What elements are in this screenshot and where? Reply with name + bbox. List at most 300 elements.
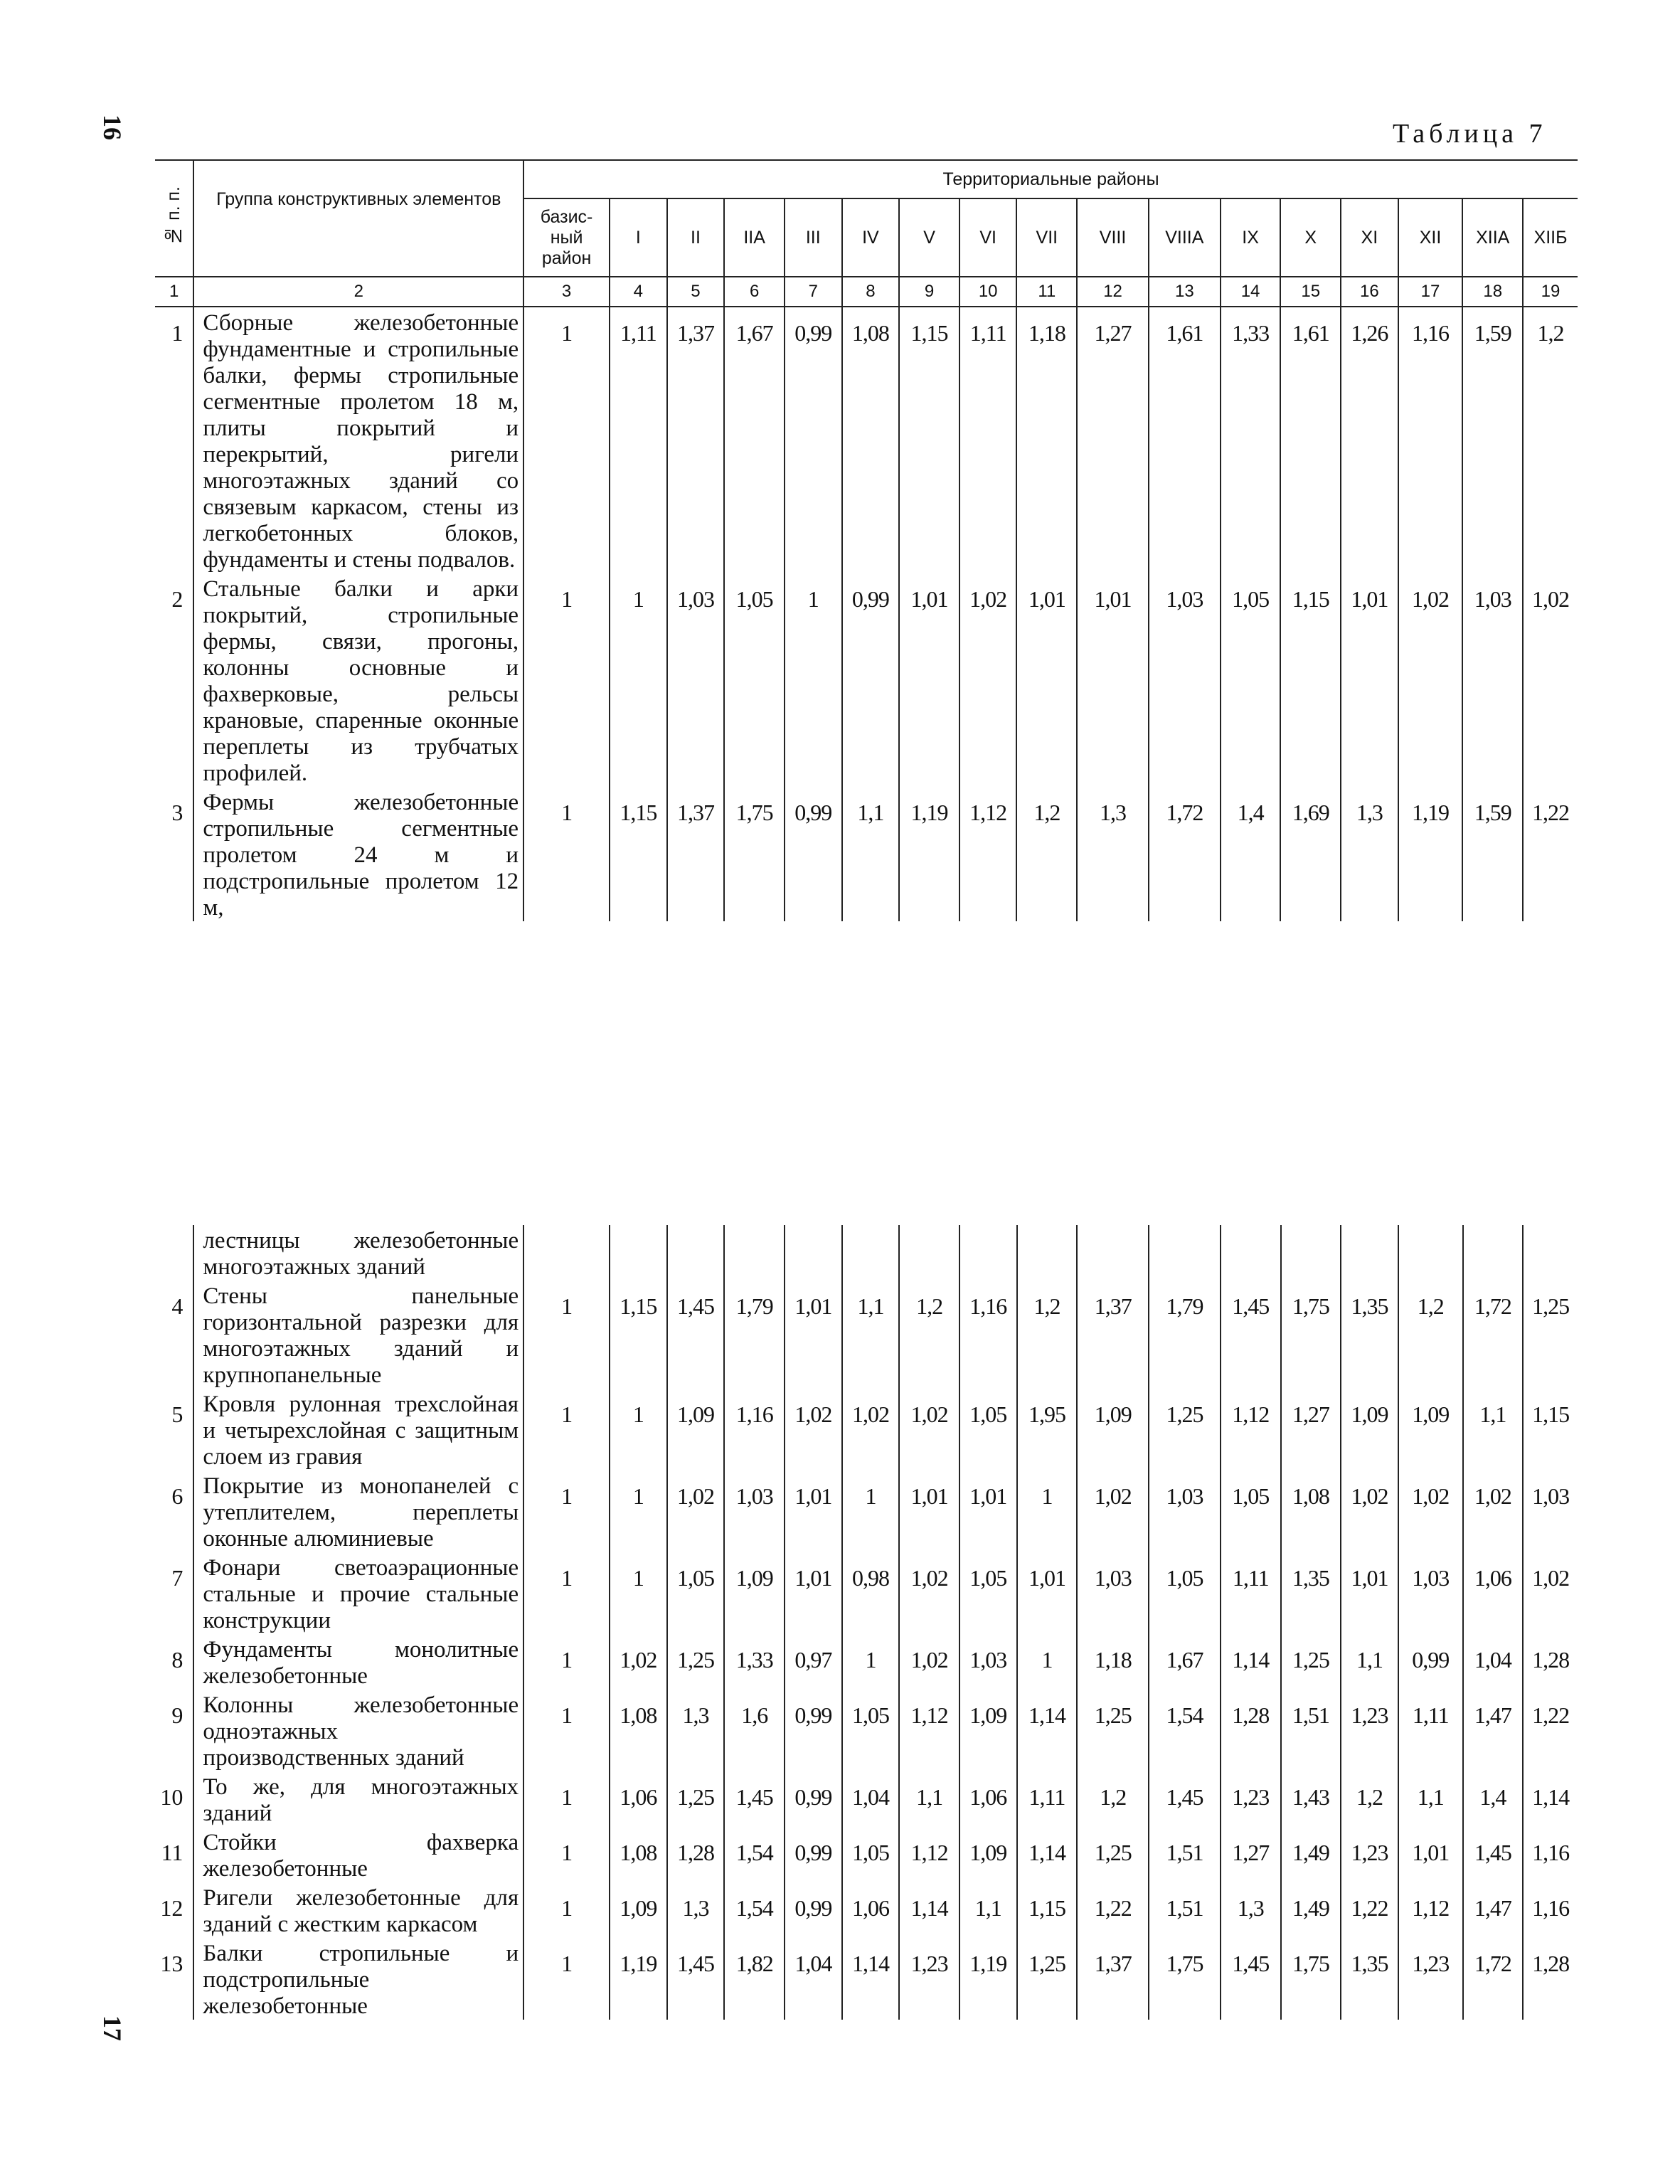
region-coefficient: 1,35 bbox=[1281, 1552, 1341, 1634]
element-group-description: Ригели железобетонные для зданий с жестким каркасом bbox=[193, 1882, 523, 1938]
region-coefficient bbox=[959, 1225, 1017, 1281]
base-region-value: 1 bbox=[523, 1938, 610, 2020]
region-coefficient bbox=[1281, 1225, 1341, 1281]
base-region-value: 1 bbox=[523, 1281, 610, 1389]
region-header: V bbox=[899, 198, 959, 277]
region-coefficient: 1,18 bbox=[1016, 307, 1077, 573]
region-coefficient bbox=[1017, 1225, 1078, 1281]
region-coefficient: 1,14 bbox=[842, 1938, 900, 2020]
region-coefficient: 1,08 bbox=[842, 307, 900, 573]
column-number: 12 bbox=[1077, 277, 1149, 307]
base-region-value bbox=[523, 1225, 610, 1281]
region-coefficient: 1,05 bbox=[724, 573, 785, 787]
region-header: XIIА bbox=[1462, 198, 1523, 277]
region-coefficient: 1,45 bbox=[724, 1771, 785, 1827]
region-coefficient bbox=[1523, 1225, 1578, 1281]
table-row bbox=[155, 1827, 1578, 1882]
region-header: II bbox=[667, 198, 725, 277]
region-coefficient: 1,08 bbox=[610, 1690, 667, 1771]
region-coefficient: 1 bbox=[1017, 1470, 1078, 1552]
region-coefficient: 1,33 bbox=[724, 1634, 785, 1690]
region-coefficient bbox=[610, 1225, 667, 1281]
region-coefficient: 0,99 bbox=[785, 1827, 842, 1882]
base-region-value: 1 bbox=[523, 1882, 610, 1938]
region-coefficient: 1,12 bbox=[1398, 1882, 1463, 1938]
base-region-value: 1 bbox=[523, 1389, 610, 1470]
region-coefficient: 1,02 bbox=[1077, 1470, 1149, 1552]
region-coefficient: 1,02 bbox=[1523, 573, 1578, 787]
region-coefficient: 1,09 bbox=[1398, 1389, 1463, 1470]
table-row bbox=[155, 787, 1578, 921]
region-coefficient: 1 bbox=[610, 573, 667, 787]
row-number: 2 bbox=[171, 586, 184, 612]
column-number: 14 bbox=[1221, 277, 1281, 307]
region-coefficient: 1,1 bbox=[1463, 1389, 1524, 1470]
region-coefficient: 1,15 bbox=[1017, 1882, 1078, 1938]
region-coefficient: 1,12 bbox=[959, 787, 1017, 921]
region-coefficient: 1,02 bbox=[1463, 1470, 1524, 1552]
region-coefficient: 0,97 bbox=[785, 1634, 842, 1690]
region-coefficient: 1,05 bbox=[1221, 573, 1281, 787]
region-coefficient: 1,95 bbox=[1017, 1389, 1078, 1470]
region-coefficient: 1,75 bbox=[1281, 1281, 1341, 1389]
column-number: 6 bbox=[724, 277, 785, 307]
column-number: 7 bbox=[785, 277, 842, 307]
column-number: 11 bbox=[1016, 277, 1077, 307]
column-number: 1 bbox=[169, 282, 179, 301]
region-coefficient: 1,06 bbox=[610, 1771, 667, 1827]
column-number: 13 bbox=[1149, 277, 1221, 307]
element-group-description: Стойки фахверка железобетонные bbox=[193, 1827, 523, 1882]
region-coefficient: 1 bbox=[1017, 1634, 1078, 1690]
region-coefficient: 1,75 bbox=[1149, 1938, 1221, 2020]
column-number: 4 bbox=[610, 277, 667, 307]
region-coefficient: 1,75 bbox=[724, 787, 785, 921]
region-coefficient: 1,01 bbox=[899, 573, 959, 787]
region-coefficient: 1,16 bbox=[1523, 1827, 1578, 1882]
region-coefficient: 1,03 bbox=[1523, 1470, 1578, 1552]
table-row bbox=[155, 307, 1578, 573]
region-coefficient: 1,14 bbox=[1523, 1771, 1578, 1827]
element-group-description: Стены панельные горизонтальной разрезки для многоэтажных зданий и крупнопанельные bbox=[193, 1281, 523, 1389]
region-coefficient: 1,12 bbox=[899, 1827, 959, 1882]
column-number: 15 bbox=[1280, 277, 1341, 307]
region-coefficient: 1,01 bbox=[785, 1552, 842, 1634]
region-coefficient: 1,01 bbox=[1016, 573, 1077, 787]
region-coefficient: 0,99 bbox=[842, 573, 900, 787]
element-group-description: Фонари светоаэрационные стальные и прочие стальные конструкции bbox=[193, 1552, 523, 1634]
region-coefficient: 1,08 bbox=[1281, 1470, 1341, 1552]
region-coefficient: 1,05 bbox=[667, 1552, 725, 1634]
region-coefficient: 1,3 bbox=[667, 1690, 725, 1771]
region-coefficient: 1,61 bbox=[1280, 307, 1341, 573]
region-coefficient: 1,69 bbox=[1280, 787, 1341, 921]
row-number: 1 bbox=[171, 320, 184, 346]
region-coefficient: 1,51 bbox=[1281, 1690, 1341, 1771]
region-coefficient: 1,22 bbox=[1077, 1882, 1149, 1938]
region-coefficient: 1,09 bbox=[610, 1882, 667, 1938]
region-coefficient: 1,03 bbox=[1398, 1552, 1463, 1634]
region-coefficient: 1,09 bbox=[959, 1827, 1017, 1882]
column-number: 5 bbox=[667, 277, 725, 307]
region-coefficient: 1,01 bbox=[1077, 573, 1149, 787]
region-coefficient: 1,43 bbox=[1281, 1771, 1341, 1827]
header-num: № п. п. bbox=[155, 160, 193, 277]
region-coefficient: 1,28 bbox=[1523, 1938, 1578, 2020]
column-number: 18 bbox=[1462, 277, 1523, 307]
region-coefficient: 0,99 bbox=[1398, 1634, 1463, 1690]
region-coefficient bbox=[1221, 1225, 1281, 1281]
region-coefficient: 1,67 bbox=[724, 307, 785, 573]
region-coefficient: 1,02 bbox=[1341, 1470, 1398, 1552]
element-group-description: Кровля рулонная трехслойная и четырехслойная с защитным слоем из гравия bbox=[193, 1389, 523, 1470]
region-coefficient: 1,04 bbox=[1463, 1634, 1524, 1690]
element-group-description: лестницы железобетонные многоэтажных зданий bbox=[193, 1225, 523, 1281]
base-region-value: 1 bbox=[523, 1552, 610, 1634]
row-number: 4 bbox=[171, 1293, 184, 1319]
region-coefficient: 1 bbox=[842, 1470, 900, 1552]
region-header: X bbox=[1280, 198, 1341, 277]
region-coefficient: 1 bbox=[610, 1389, 667, 1470]
coefficient-table-part2 bbox=[155, 1225, 1578, 2020]
region-coefficient bbox=[842, 1225, 900, 1281]
region-coefficient: 1,09 bbox=[667, 1389, 725, 1470]
region-coefficient: 1,02 bbox=[1523, 1552, 1578, 1634]
region-coefficient: 1,2 bbox=[1077, 1771, 1149, 1827]
region-header: III bbox=[785, 198, 842, 277]
region-coefficient: 1,02 bbox=[899, 1389, 959, 1470]
region-coefficient bbox=[724, 1225, 785, 1281]
base-region-value: 1 bbox=[523, 307, 610, 573]
region-coefficient: 1,02 bbox=[899, 1634, 959, 1690]
column-number: 19 bbox=[1523, 277, 1578, 307]
region-coefficient: 1,02 bbox=[610, 1634, 667, 1690]
region-coefficient: 1,19 bbox=[1398, 787, 1463, 921]
column-number: 16 bbox=[1341, 277, 1398, 307]
column-number: 3 bbox=[523, 277, 610, 307]
region-header: VII bbox=[1016, 198, 1077, 277]
region-coefficient: 1,2 bbox=[899, 1281, 959, 1389]
region-coefficient: 1,1 bbox=[959, 1882, 1017, 1938]
region-coefficient: 1,02 bbox=[667, 1470, 725, 1552]
region-coefficient: 1,23 bbox=[899, 1938, 959, 2020]
region-coefficient: 1,54 bbox=[724, 1827, 785, 1882]
region-coefficient: 1,45 bbox=[667, 1281, 725, 1389]
region-coefficient: 1,2 bbox=[1341, 1771, 1398, 1827]
region-coefficient: 1,15 bbox=[610, 787, 667, 921]
table-row bbox=[155, 573, 1578, 787]
region-coefficient: 0,99 bbox=[785, 1690, 842, 1771]
region-coefficient: 1,25 bbox=[1077, 1690, 1149, 1771]
region-coefficient: 1 bbox=[785, 573, 842, 787]
page-number-bottom: 17 bbox=[98, 2015, 127, 2041]
region-coefficient: 1,01 bbox=[959, 1470, 1017, 1552]
region-coefficient: 1,25 bbox=[1077, 1827, 1149, 1882]
region-coefficient: 1,25 bbox=[667, 1634, 725, 1690]
region-coefficient: 1,03 bbox=[1149, 1470, 1221, 1552]
region-coefficient: 1,25 bbox=[1523, 1281, 1578, 1389]
region-header: IIА bbox=[724, 198, 785, 277]
row-number bbox=[155, 1225, 193, 1281]
region-coefficient: 1,59 bbox=[1462, 307, 1523, 573]
region-coefficient: 1,02 bbox=[899, 1552, 959, 1634]
region-coefficient: 1,79 bbox=[724, 1281, 785, 1389]
region-coefficient: 1,19 bbox=[899, 787, 959, 921]
region-coefficient bbox=[785, 1225, 842, 1281]
region-coefficient bbox=[1463, 1225, 1524, 1281]
region-coefficient: 1,02 bbox=[785, 1389, 842, 1470]
row-number: 8 bbox=[171, 1647, 184, 1673]
region-coefficient: 1,02 bbox=[1398, 573, 1463, 787]
base-region-value: 1 bbox=[523, 787, 610, 921]
region-coefficient bbox=[1398, 1225, 1463, 1281]
region-coefficient: 1,1 bbox=[842, 787, 900, 921]
region-coefficient: 1,03 bbox=[724, 1470, 785, 1552]
element-group-description: Фермы железобетонные стропильные сегментные пролетом 24 м и подстропильные пролетом 12 м, bbox=[193, 787, 523, 921]
row-number: 5 bbox=[171, 1401, 184, 1427]
region-header: IV bbox=[842, 198, 900, 277]
region-coefficient: 1,03 bbox=[1077, 1552, 1149, 1634]
region-coefficient: 1,23 bbox=[1398, 1938, 1463, 2020]
table-row bbox=[155, 1938, 1578, 2020]
region-coefficient: 1,35 bbox=[1341, 1281, 1398, 1389]
header-group: Группа конструктивных элементов bbox=[193, 160, 523, 277]
region-coefficient: 1,02 bbox=[959, 573, 1017, 787]
element-group-description: Балки стропильные и подстропильные железобетонные bbox=[193, 1938, 523, 2020]
region-coefficient: 1,12 bbox=[1221, 1389, 1281, 1470]
region-coefficient: 1,09 bbox=[1077, 1389, 1149, 1470]
region-coefficient: 1,01 bbox=[785, 1470, 842, 1552]
region-coefficient: 1 bbox=[610, 1552, 667, 1634]
header-territorial: Территориальные районы bbox=[523, 160, 1578, 198]
region-header: XIIБ bbox=[1523, 198, 1578, 277]
table-row bbox=[155, 1771, 1578, 1827]
region-coefficient: 1,75 bbox=[1281, 1938, 1341, 2020]
region-coefficient: 1,03 bbox=[667, 573, 725, 787]
region-coefficient: 1,23 bbox=[1221, 1771, 1281, 1827]
base-region-value: 1 bbox=[523, 1470, 610, 1552]
region-coefficient: 1,01 bbox=[785, 1281, 842, 1389]
region-coefficient: 1,11 bbox=[1017, 1771, 1078, 1827]
region-coefficient: 1,16 bbox=[959, 1281, 1017, 1389]
region-coefficient: 1,05 bbox=[959, 1552, 1017, 1634]
region-coefficient: 1,16 bbox=[1523, 1882, 1578, 1938]
region-coefficient: 0,99 bbox=[785, 1771, 842, 1827]
region-coefficient: 1,01 bbox=[1341, 573, 1398, 787]
region-coefficient: 1,61 bbox=[1149, 307, 1221, 573]
region-coefficient: 1,72 bbox=[1463, 1938, 1524, 2020]
region-coefficient: 1,27 bbox=[1221, 1827, 1281, 1882]
table-caption: Таблица 7 bbox=[1393, 119, 1547, 149]
region-coefficient: 1,51 bbox=[1149, 1882, 1221, 1938]
region-coefficient: 1,06 bbox=[959, 1771, 1017, 1827]
region-coefficient: 1,4 bbox=[1463, 1771, 1524, 1827]
row-number: 11 bbox=[161, 1840, 184, 1865]
table-row bbox=[155, 1389, 1578, 1470]
table-row bbox=[155, 1882, 1578, 1938]
element-group-description: То же, для многоэтажных зданий bbox=[193, 1771, 523, 1827]
region-coefficient: 1,11 bbox=[610, 307, 667, 573]
region-coefficient: 1,45 bbox=[1149, 1771, 1221, 1827]
region-coefficient: 1,4 bbox=[1221, 787, 1281, 921]
region-coefficient: 1,14 bbox=[1221, 1634, 1281, 1690]
region-coefficient: 1,09 bbox=[724, 1552, 785, 1634]
base-region-value: 1 bbox=[523, 1690, 610, 1771]
region-coefficient bbox=[1341, 1225, 1398, 1281]
region-coefficient: 1,04 bbox=[785, 1938, 842, 2020]
row-number: 7 bbox=[171, 1565, 184, 1591]
base-region-value: 1 bbox=[523, 1827, 610, 1882]
base-region-value: 1 bbox=[523, 573, 610, 787]
region-coefficient: 1,25 bbox=[1149, 1389, 1221, 1470]
region-coefficient: 1,06 bbox=[1463, 1552, 1524, 1634]
region-coefficient: 1,82 bbox=[724, 1938, 785, 2020]
region-coefficient: 1,49 bbox=[1281, 1827, 1341, 1882]
region-coefficient: 1,72 bbox=[1149, 787, 1221, 921]
region-coefficient: 1,1 bbox=[899, 1771, 959, 1827]
region-coefficient: 1,54 bbox=[724, 1882, 785, 1938]
region-coefficient: 1,2 bbox=[1398, 1281, 1463, 1389]
region-coefficient: 1,05 bbox=[842, 1690, 900, 1771]
region-coefficient: 1,3 bbox=[1221, 1882, 1281, 1938]
region-coefficient: 1,45 bbox=[667, 1938, 725, 2020]
region-coefficient: 1,2 bbox=[1017, 1281, 1078, 1389]
region-coefficient: 1,67 bbox=[1149, 1634, 1221, 1690]
region-coefficient: 1,1 bbox=[1341, 1634, 1398, 1690]
region-coefficient: 1,49 bbox=[1281, 1882, 1341, 1938]
region-coefficient: 1,01 bbox=[1341, 1552, 1398, 1634]
region-coefficient: 1,12 bbox=[899, 1690, 959, 1771]
region-header: VIIIА bbox=[1149, 198, 1221, 277]
region-coefficient: 1,25 bbox=[667, 1771, 725, 1827]
region-coefficient: 1,05 bbox=[959, 1389, 1017, 1470]
table-row bbox=[155, 1470, 1578, 1552]
region-header: IX bbox=[1221, 198, 1281, 277]
region-coefficient: 1,22 bbox=[1523, 787, 1578, 921]
region-coefficient: 1,02 bbox=[842, 1389, 900, 1470]
region-coefficient: 1,11 bbox=[1221, 1552, 1281, 1634]
region-coefficient: 1,05 bbox=[842, 1827, 900, 1882]
region-coefficient: 1,14 bbox=[1017, 1827, 1078, 1882]
region-coefficient: 1,22 bbox=[1341, 1882, 1398, 1938]
region-coefficient: 1,45 bbox=[1221, 1938, 1281, 2020]
region-coefficient: 1,3 bbox=[1341, 787, 1398, 921]
region-header: VI bbox=[959, 198, 1017, 277]
column-number: 10 bbox=[959, 277, 1017, 307]
region-coefficient: 1,23 bbox=[1341, 1827, 1398, 1882]
table-row bbox=[155, 1690, 1578, 1771]
row-number: 10 bbox=[160, 1784, 184, 1810]
region-coefficient: 1,05 bbox=[1221, 1470, 1281, 1552]
region-coefficient: 1,51 bbox=[1149, 1827, 1221, 1882]
header-base-region: базис-ный район bbox=[523, 198, 610, 277]
region-coefficient: 1,45 bbox=[1463, 1827, 1524, 1882]
row-number: 6 bbox=[171, 1483, 184, 1509]
region-header: I bbox=[610, 198, 667, 277]
region-coefficient: 1,01 bbox=[899, 1470, 959, 1552]
region-coefficient: 1,09 bbox=[959, 1690, 1017, 1771]
region-coefficient: 1,28 bbox=[1523, 1634, 1578, 1690]
column-number: 8 bbox=[842, 277, 900, 307]
region-coefficient: 1,15 bbox=[1280, 573, 1341, 787]
region-coefficient: 1,05 bbox=[1149, 1552, 1221, 1634]
region-coefficient: 1,14 bbox=[1017, 1690, 1078, 1771]
region-coefficient: 1,03 bbox=[1149, 573, 1221, 787]
region-coefficient: 1,1 bbox=[1398, 1771, 1463, 1827]
table-row bbox=[155, 1552, 1578, 1634]
region-coefficient: 0,99 bbox=[785, 1882, 842, 1938]
region-coefficient: 1,54 bbox=[1149, 1690, 1221, 1771]
row-number: 3 bbox=[171, 800, 184, 825]
table-row bbox=[155, 1634, 1578, 1690]
region-coefficient: 1,79 bbox=[1149, 1281, 1221, 1389]
element-group-description: Фундаменты монолитные железобетонные bbox=[193, 1634, 523, 1690]
region-coefficient: 1,6 bbox=[724, 1690, 785, 1771]
region-coefficient: 1,23 bbox=[1341, 1690, 1398, 1771]
region-coefficient: 1,03 bbox=[959, 1634, 1017, 1690]
region-coefficient: 1,19 bbox=[610, 1938, 667, 2020]
region-coefficient: 1,15 bbox=[1523, 1389, 1578, 1470]
region-coefficient: 1,14 bbox=[899, 1882, 959, 1938]
region-coefficient: 1,22 bbox=[1523, 1690, 1578, 1771]
region-coefficient: 1,16 bbox=[1398, 307, 1463, 573]
region-coefficient: 1,01 bbox=[1017, 1552, 1078, 1634]
region-coefficient: 1,09 bbox=[1341, 1389, 1398, 1470]
table-row bbox=[155, 1225, 1578, 1281]
region-coefficient: 0,98 bbox=[842, 1552, 900, 1634]
region-coefficient: 1,01 bbox=[1398, 1827, 1463, 1882]
region-coefficient: 1,28 bbox=[1221, 1690, 1281, 1771]
element-group-description: Стальные балки и арки покрытий, стропильные фермы, связи, прогоны, колонны основные и фахверковые, рельсы крановые, спаренные оконные переплеты из трубчатых профилей. bbox=[193, 573, 523, 787]
region-header: XI bbox=[1341, 198, 1398, 277]
row-number: 13 bbox=[160, 1951, 184, 1976]
region-coefficient: 1,1 bbox=[842, 1281, 900, 1389]
base-region-value: 1 bbox=[523, 1634, 610, 1690]
region-header: VIII bbox=[1077, 198, 1149, 277]
region-coefficient: 1,26 bbox=[1341, 307, 1398, 573]
region-coefficient: 1,03 bbox=[1462, 573, 1523, 787]
region-coefficient: 1,37 bbox=[1077, 1281, 1149, 1389]
region-coefficient: 0,99 bbox=[785, 787, 842, 921]
region-header: XII bbox=[1398, 198, 1463, 277]
region-coefficient: 1,37 bbox=[667, 787, 725, 921]
coefficient-table-part1 bbox=[155, 159, 1578, 921]
row-number: 9 bbox=[171, 1702, 184, 1728]
region-coefficient: 1,18 bbox=[1077, 1634, 1149, 1690]
region-coefficient: 1 bbox=[610, 1470, 667, 1552]
base-region-value: 1 bbox=[523, 1771, 610, 1827]
table-row bbox=[155, 1281, 1578, 1389]
region-coefficient: 1,04 bbox=[842, 1771, 900, 1827]
region-coefficient: 1,3 bbox=[1077, 787, 1149, 921]
region-coefficient: 1,59 bbox=[1462, 787, 1523, 921]
region-coefficient bbox=[1149, 1225, 1221, 1281]
region-coefficient: 1,2 bbox=[1016, 787, 1077, 921]
region-coefficient: 1,27 bbox=[1281, 1389, 1341, 1470]
region-coefficient bbox=[1077, 1225, 1149, 1281]
region-coefficient: 1,28 bbox=[667, 1827, 725, 1882]
column-number: 2 bbox=[193, 277, 523, 307]
region-coefficient: 1,27 bbox=[1077, 307, 1149, 573]
region-coefficient: 1,15 bbox=[899, 307, 959, 573]
region-coefficient: 1,16 bbox=[724, 1389, 785, 1470]
element-group-description: Сборные железобетонные фундаментные и стропильные балки, фермы стропильные сегментные пролетом 18 м, плиты покрытий и перекрытий, ригели многоэтажных зданий со связевым каркасом, стены из легкобетонных блоков, фундаменты и стены подвалов. bbox=[193, 307, 523, 573]
region-coefficient: 1,47 bbox=[1463, 1882, 1524, 1938]
region-coefficient: 1,25 bbox=[1017, 1938, 1078, 2020]
region-coefficient: 1,37 bbox=[667, 307, 725, 573]
element-group-description: Покрытие из монопанелей с утеплителем, переплеты оконные алюминиевые bbox=[193, 1470, 523, 1552]
region-coefficient: 0,99 bbox=[785, 307, 842, 573]
